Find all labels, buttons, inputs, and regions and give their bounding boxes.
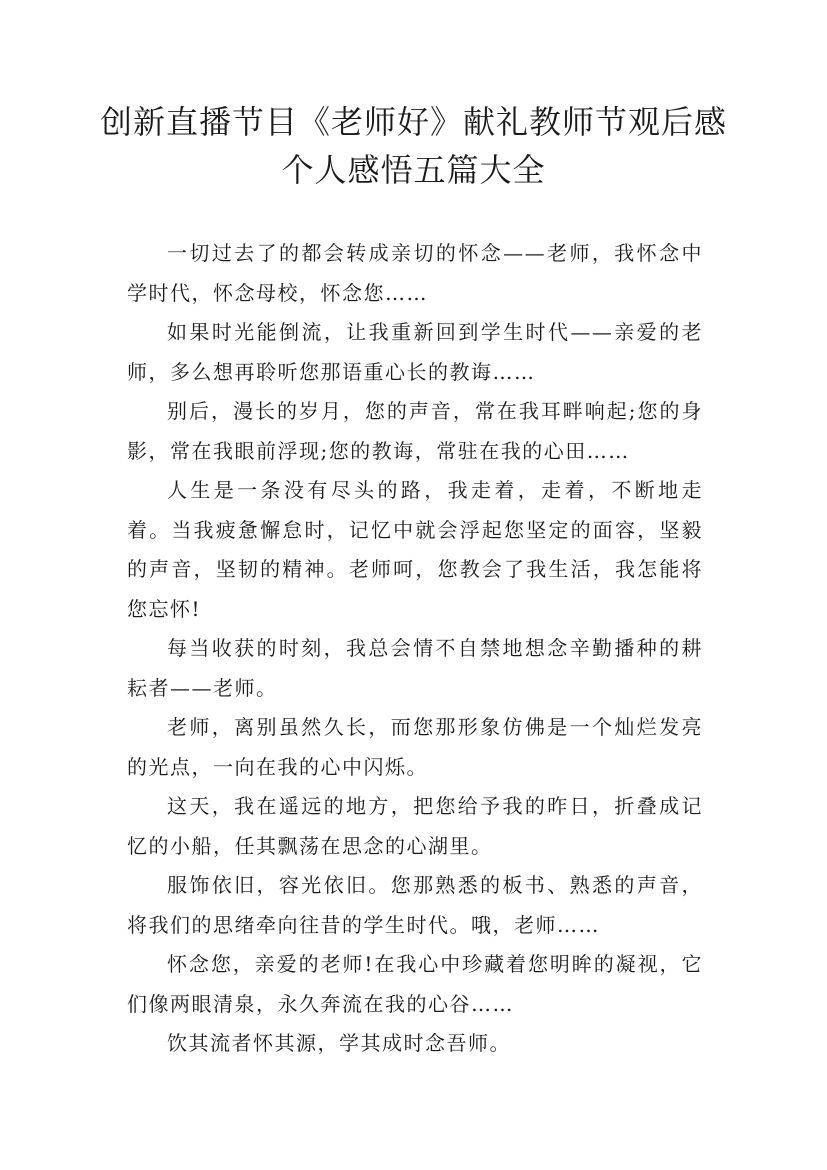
- paragraph: 怀念您，亲爱的老师!在我心中珍藏着您明眸的凝视，它们像两眼清泉，永久奔流在我的心谷……: [127, 952, 703, 1016]
- paragraph: 每当收获的时刻，我总会情不自禁地想念辛勤播种的耕耘者——老师。: [127, 636, 703, 700]
- paragraph: 别后，漫长的岁月，您的声音，常在我耳畔响起;您的身影，常在我眼前浮现;您的教诲，常驻在我的心田……: [127, 399, 703, 463]
- paragraph: 人生是一条没有尽头的路，我走着，走着，不断地走着。当我疲惫懈怠时，记忆中就会浮起您坚定的面容，坚毅的声音，坚韧的精神。老师呵，您教会了我生活，我怎能将您忘怀!: [127, 478, 703, 621]
- title-line-1: 创新直播节目《老师好》献礼教师节观后感: [100, 103, 728, 141]
- document-title: [100, 98, 727, 194]
- paragraph: 老师，离别虽然久长，而您那形象仿佛是一个灿烂发亮的光点，一向在我的心中闪烁。: [127, 715, 703, 779]
- title-line-2: 个人感悟五篇大全: [281, 151, 546, 189]
- paragraph: 服饰依旧，容光依旧。您那熟悉的板书、熟悉的声音，将我们的思绪牵向往昔的学生时代。哦，老师……: [127, 873, 703, 937]
- paragraph: 这天，我在遥远的地方，把您给予我的昨日，折叠成记忆的小船，任其飘荡在思念的心湖里。: [127, 794, 703, 858]
- paragraph: 一切过去了的都会转成亲切的怀念——老师，我怀念中学时代，怀念母校，怀念您……: [127, 241, 703, 305]
- paragraph: 如果时光能倒流，让我重新回到学生时代——亲爱的老师，多么想再聆听您那语重心长的教诲……: [127, 320, 703, 384]
- document-body: [127, 234, 703, 1064]
- paragraph: 饮其流者怀其源，学其成时念吾师。: [167, 1031, 511, 1055]
